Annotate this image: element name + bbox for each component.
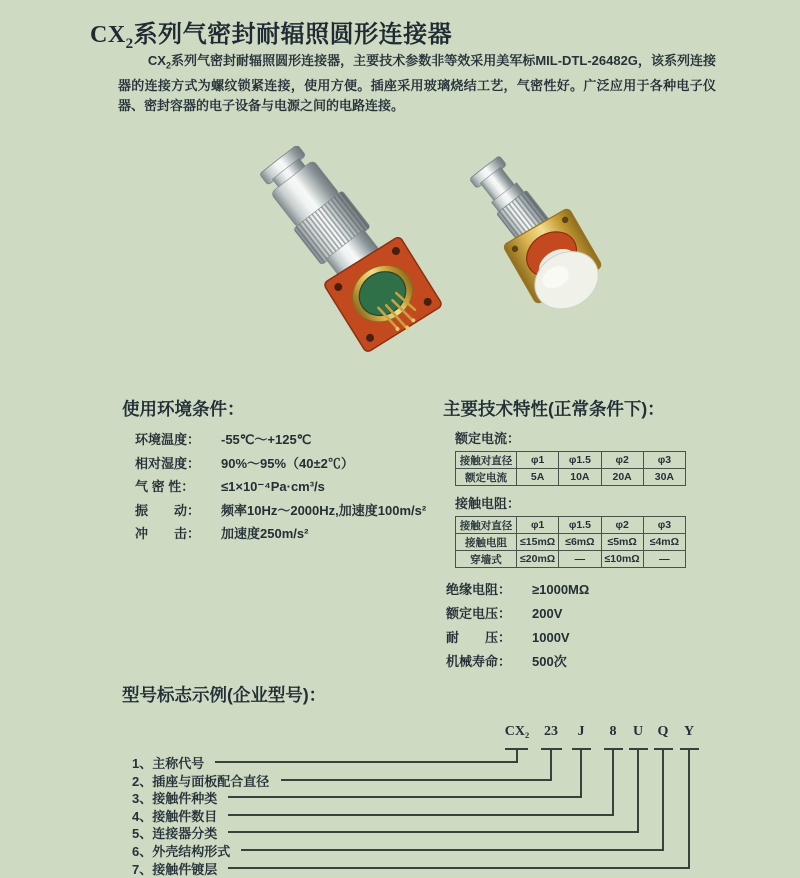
spec-label: 耐 压： <box>446 630 512 645</box>
table-cell: 接触对直径 <box>456 452 517 469</box>
page-title: $CX_2$系列气密封耐辐照圆形连接器 <box>90 22 453 52</box>
env-value: ≤1×10⁻⁴Pa·cm³/s <box>221 479 325 494</box>
env-label: 气 密 性： <box>135 479 195 494</box>
table-cell: φ1 <box>517 517 559 534</box>
model-code-diameter: 23 <box>544 724 558 739</box>
table-cell: — <box>643 551 685 568</box>
table-cell: ≤6mΩ <box>559 534 601 551</box>
environment-list <box>135 428 426 546</box>
environment-heading: 使用环境条件： <box>122 399 245 419</box>
spec-value: ≥1000MΩ <box>532 582 590 597</box>
table-cell: φ1 <box>517 452 559 469</box>
intro-paragraph: $CX_2$系列气密封耐辐照圆形连接器，主要技术参数非等效采用美军标MIL-DTL-26482G，该系列连接器的连接方式为螺纹锁紧连接，使用方便。插座采用玻璃烧结工艺，气密性好。广泛应用于各种电子仪器、密封容器的电子设备与电源之间的电路连接。 <box>118 53 716 113</box>
table-cell: φ3 <box>643 517 685 534</box>
table-cell: 穿墙式 <box>456 551 517 568</box>
environment-section <box>122 396 426 546</box>
table-cell: φ2 <box>601 517 643 534</box>
table-cell: 5A <box>517 469 559 486</box>
table-cell: φ2 <box>601 452 643 469</box>
model-code-contact-type: J <box>577 724 585 739</box>
table-cell: φ1.5 <box>559 517 601 534</box>
env-row-humidity <box>135 452 426 476</box>
model-heading: 型号标志示例(企业型号)： <box>122 685 327 705</box>
table-cell: 额定电流 <box>456 469 517 486</box>
env-value: 90%～95%（40±2℃） <box>221 455 354 471</box>
table-cell: ≤4mΩ <box>643 534 685 551</box>
table-cell: ≤10mΩ <box>601 551 643 568</box>
spec-row-mechanical-life <box>446 650 703 674</box>
table-cell: φ3 <box>643 452 685 469</box>
env-row-shock <box>135 522 426 546</box>
left-connector-plug <box>239 146 451 362</box>
extra-specs-list <box>446 578 703 674</box>
env-value: 加速度250m/s² <box>221 526 309 541</box>
table-cell: ≤5mΩ <box>601 534 643 551</box>
spec-row-insulation <box>446 578 703 602</box>
spec-row-rated-voltage <box>446 602 703 626</box>
table-cell: ≤20mΩ <box>517 551 559 568</box>
product-photo <box>204 146 604 370</box>
table-row <box>456 469 686 486</box>
model-code-plating: Y <box>683 724 695 739</box>
env-value: 频率10Hz～2000Hz,加速度100m/s² <box>221 502 427 518</box>
spec-label: 机械寿命： <box>446 654 512 669</box>
spec-value: 500次 <box>532 654 567 669</box>
env-label: 冲 击： <box>135 526 201 541</box>
model-code-series: CX₂ <box>504 724 530 739</box>
env-row-temperature <box>135 428 426 452</box>
rated-current-table <box>455 451 686 486</box>
table-row <box>456 551 686 568</box>
table-cell: ≤15mΩ <box>517 534 559 551</box>
model-item-5: 5、连接器分类 <box>132 826 218 841</box>
env-row-hermeticity <box>135 475 426 499</box>
model-code-contact-count: 8 <box>609 724 617 739</box>
right-connector-receptacle <box>448 146 604 331</box>
model-code-shell: Q <box>657 724 669 739</box>
env-label: 环境温度： <box>135 432 201 447</box>
table-cell: 30A <box>643 469 685 486</box>
contact-resistance-label: 接触电阻： <box>455 496 521 511</box>
rated-current-label: 额定电流： <box>455 431 521 446</box>
model-item-2: 2、插座与面板配合直径 <box>132 774 270 789</box>
model-designation-diagram <box>0 712 800 878</box>
table-cell: 接触电阻 <box>456 534 517 551</box>
table-row <box>456 517 686 534</box>
contact-resistance-table <box>455 516 686 568</box>
spec-row-withstand-voltage <box>446 626 703 650</box>
spec-label: 额定电压： <box>446 606 512 621</box>
model-item-4: 4、接触件数目 <box>132 809 218 824</box>
model-item-7: 7、接触件镀层 <box>132 862 218 877</box>
spec-value: 1000V <box>532 630 570 645</box>
table-row <box>456 452 686 469</box>
model-code-class: U <box>632 724 644 739</box>
env-label: 相对湿度： <box>135 455 201 471</box>
specs-heading: 主要技术特性(正常条件下)： <box>443 399 665 419</box>
env-value: -55℃～+125℃ <box>221 432 312 447</box>
table-cell: φ1.5 <box>559 452 601 469</box>
env-row-vibration <box>135 499 426 523</box>
table-cell: 20A <box>601 469 643 486</box>
spec-label: 绝缘电阻： <box>446 582 512 597</box>
table-cell: 接触对直径 <box>456 517 517 534</box>
model-item-1: 1、主称代号 <box>132 756 205 771</box>
table-cell: 10A <box>559 469 601 486</box>
env-label: 振 动： <box>135 502 201 518</box>
spec-value: 200V <box>532 606 563 621</box>
table-row <box>456 534 686 551</box>
specs-section <box>443 396 703 674</box>
model-item-6: 6、外壳结构形式 <box>132 844 231 859</box>
model-item-3: 3、接触件种类 <box>132 791 218 806</box>
table-cell: — <box>559 551 601 568</box>
